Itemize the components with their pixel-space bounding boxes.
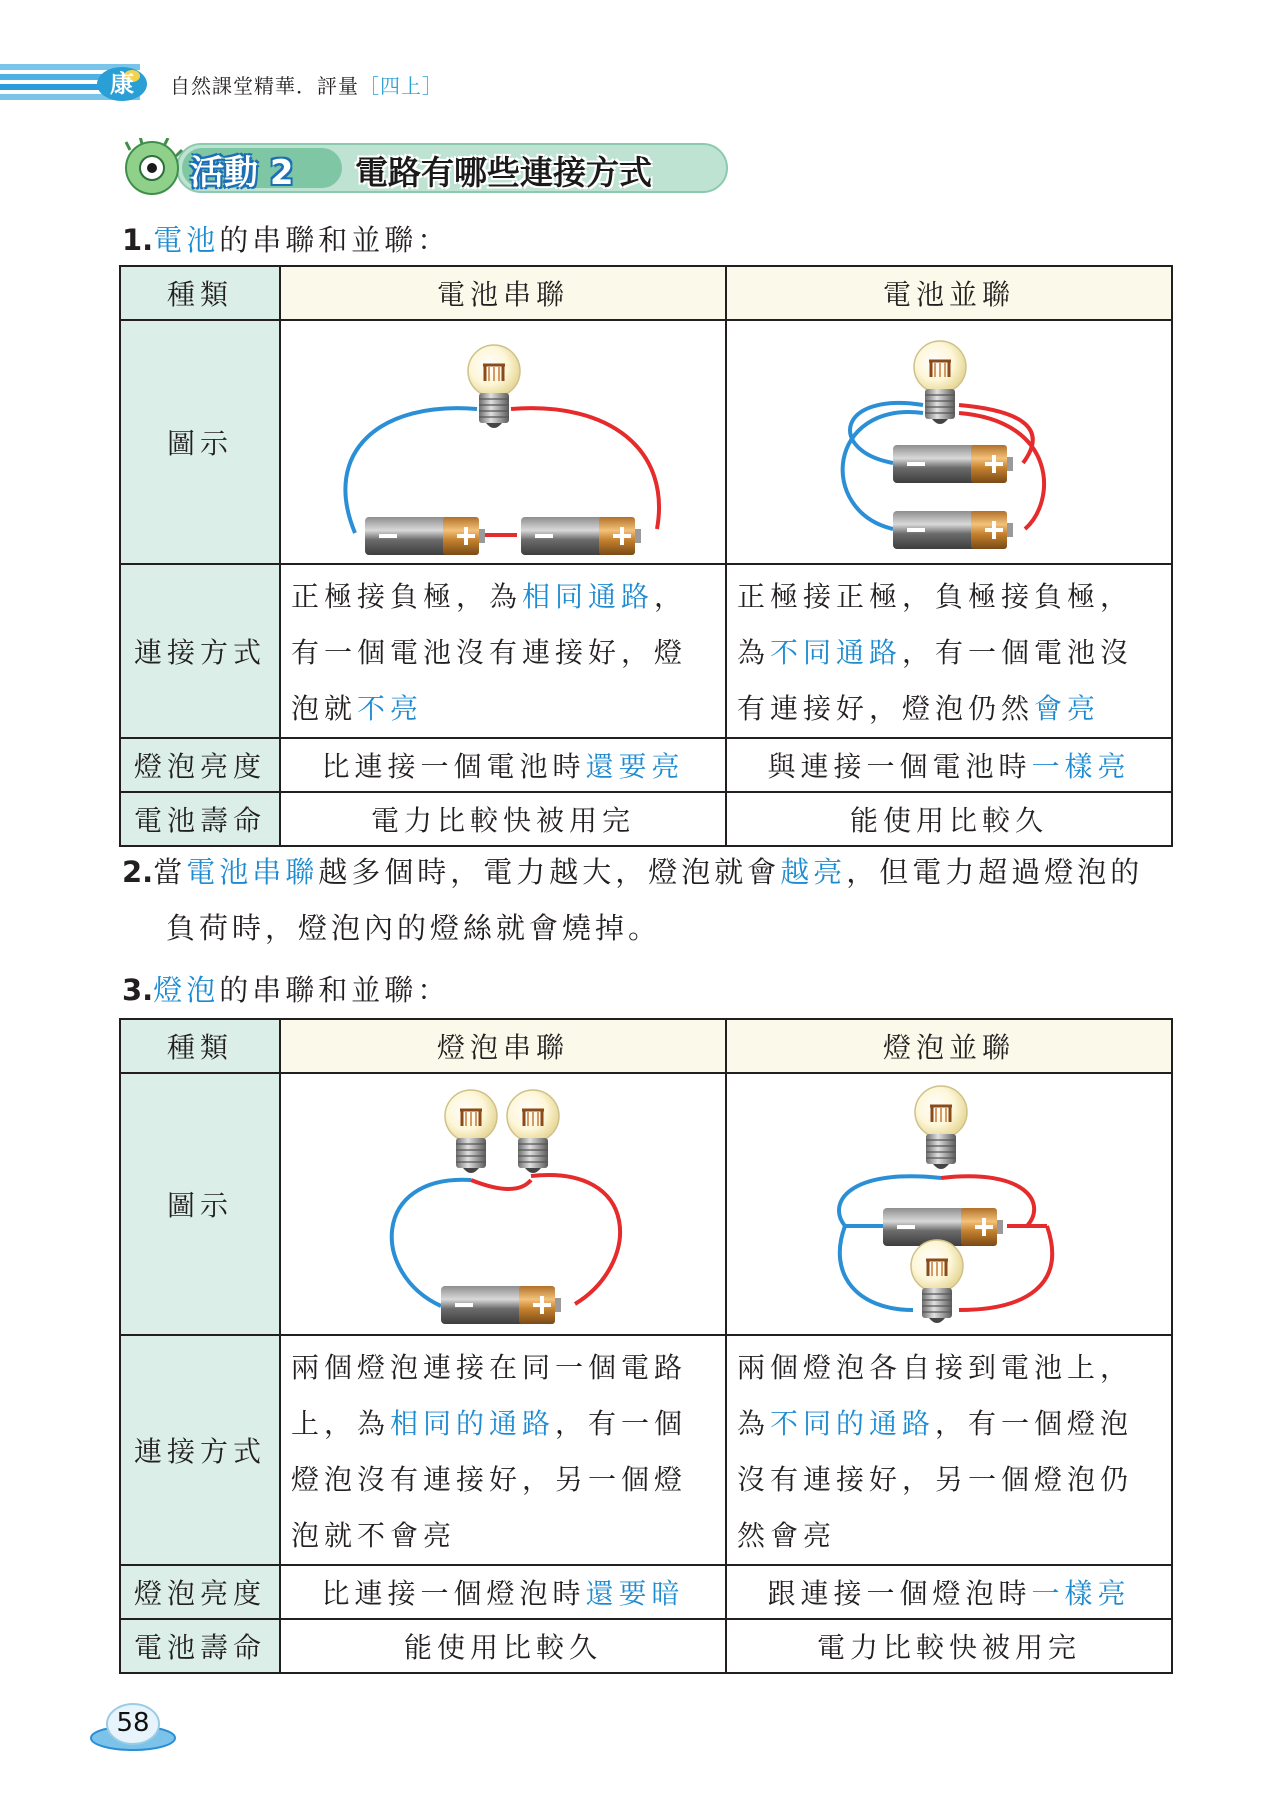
- highlighted-term: 相同通路: [522, 580, 655, 613]
- table2-diagram-label: 圖示: [120, 1073, 280, 1335]
- table1-header-row: [120, 266, 1172, 320]
- table1-brightness-col1: [280, 738, 726, 792]
- highlighted-term: 一樣亮: [1031, 750, 1131, 783]
- table2-life-label: 電池壽命: [120, 1619, 280, 1673]
- section1-heading: [122, 218, 450, 259]
- section2-number: 2.: [122, 855, 154, 889]
- table1-brightness-col2: [726, 738, 1172, 792]
- section2-text: [153, 855, 1143, 945]
- table1-connection-col1: [280, 564, 726, 738]
- bulb-connection-table: [119, 1018, 1173, 1674]
- table2-life-col2: 電力比較快被用完: [726, 1619, 1172, 1673]
- table2-brightness-row: [120, 1565, 1172, 1619]
- table1-connection-label: 連接方式: [120, 564, 280, 738]
- table1-connection-col2: [726, 564, 1172, 738]
- series-battery-diagram: [280, 320, 726, 564]
- section1-text: 的串聯和並聯：: [219, 223, 451, 257]
- table1-col2-header: 電池並聯: [726, 266, 1172, 320]
- highlighted-term: 相同的通路: [390, 1407, 556, 1440]
- text-segment: ，但電力超過燈泡的負荷時，燈泡內的燈絲就會燒掉。: [166, 855, 1144, 945]
- battery-connection-table: [119, 265, 1173, 847]
- text-segment: 當: [153, 855, 187, 889]
- section3-number: 3.: [122, 973, 154, 1007]
- table2-brightness-col1: [280, 1565, 726, 1619]
- section3-highlight: 燈泡: [153, 973, 220, 1007]
- table2-connection-col1: [280, 1335, 726, 1565]
- table2-brightness-col2: [726, 1565, 1172, 1619]
- section3-heading: [122, 968, 450, 1009]
- table2-type-label: 種類: [120, 1019, 280, 1073]
- parallel-battery-diagram: [726, 320, 1172, 564]
- highlighted-term: 不同通路: [770, 636, 903, 669]
- text-segment: ，有一個電池沒有連接好，燈泡仍然: [737, 636, 1134, 725]
- table1-life-col2: 能使用比較久: [726, 792, 1172, 846]
- highlighted-term: 一樣亮: [1031, 1577, 1131, 1610]
- table2-connection-row: [120, 1335, 1172, 1565]
- header-logo-text: 康: [110, 70, 134, 98]
- text-segment: 比連接一個電池時: [321, 750, 586, 783]
- header-book-title: 自然課堂精華．評量: [170, 74, 359, 98]
- table2-header-row: [120, 1019, 1172, 1073]
- table1-life-row: [120, 792, 1172, 846]
- text-segment: 比連接一個燈泡時: [321, 1577, 586, 1610]
- table1-type-label: 種類: [120, 266, 280, 320]
- table2-col2-header: 燈泡並聯: [726, 1019, 1172, 1073]
- header-grade: ［四上］: [359, 74, 443, 98]
- highlighted-term: 還要暗: [585, 1577, 685, 1610]
- highlighted-term: 會亮: [1034, 692, 1101, 725]
- page-number: 58: [116, 1708, 150, 1738]
- highlighted-term: 還要亮: [585, 750, 685, 783]
- header-title: [170, 70, 443, 99]
- text-segment: 正極接負極，為: [291, 580, 523, 613]
- text-segment: 兩個燈泡各自接到電池上，為: [737, 1351, 1134, 1440]
- table2-brightness-label: 燈泡亮度: [120, 1565, 280, 1619]
- highlighted-term: 越亮: [780, 855, 847, 889]
- section2-paragraph: [122, 844, 1176, 956]
- table1-life-col1: 電力比較快被用完: [280, 792, 726, 846]
- banner-title: 電路有哪些連接方式: [355, 153, 652, 192]
- highlighted-term: 不亮: [357, 692, 424, 725]
- section3-text: 的串聯和並聯：: [219, 973, 451, 1007]
- highlighted-term: 電池串聯: [186, 855, 319, 889]
- text-segment: 與連接一個電池時: [767, 750, 1032, 783]
- text-segment: ，有一個電池沒有連接好，燈泡就: [291, 580, 688, 725]
- table1-connection-row: [120, 564, 1172, 738]
- table2-connection-col2: [726, 1335, 1172, 1565]
- table2-life-col1: 能使用比較久: [280, 1619, 726, 1673]
- table2-connection-label: 連接方式: [120, 1335, 280, 1565]
- table1-diagram-row: [120, 320, 1172, 564]
- table1-col1-header: 電池串聯: [280, 266, 726, 320]
- text-segment: ，有一個燈泡沒有連接好，另一個燈泡仍然會亮: [737, 1407, 1134, 1552]
- text-segment: 越多個時，電力越大，燈泡就會: [318, 855, 781, 889]
- text-segment: ，有一個燈泡沒有連接好，另一個燈泡就不會亮: [291, 1407, 688, 1552]
- table1-brightness-label: 燈泡亮度: [120, 738, 280, 792]
- banner-activity-label: 活動 2: [190, 153, 294, 193]
- series-bulb-diagram: [280, 1073, 726, 1335]
- table1-life-label: 電池壽命: [120, 792, 280, 846]
- table1-brightness-row: [120, 738, 1172, 792]
- text-segment: 跟連接一個燈泡時: [767, 1577, 1032, 1610]
- text-segment: 兩個燈泡連接在同一個電路上，為: [291, 1351, 688, 1440]
- table2-life-row: [120, 1619, 1172, 1673]
- section1-number: 1.: [122, 223, 154, 257]
- section1-highlight: 電池: [153, 223, 220, 257]
- table1-diagram-label: 圖示: [120, 320, 280, 564]
- highlighted-term: 不同的通路: [770, 1407, 936, 1440]
- text-segment: 正極接正極，負極接負極，為: [737, 580, 1134, 669]
- table2-col1-header: 燈泡串聯: [280, 1019, 726, 1073]
- parallel-bulb-diagram: [726, 1073, 1172, 1335]
- table2-diagram-row: [120, 1073, 1172, 1335]
